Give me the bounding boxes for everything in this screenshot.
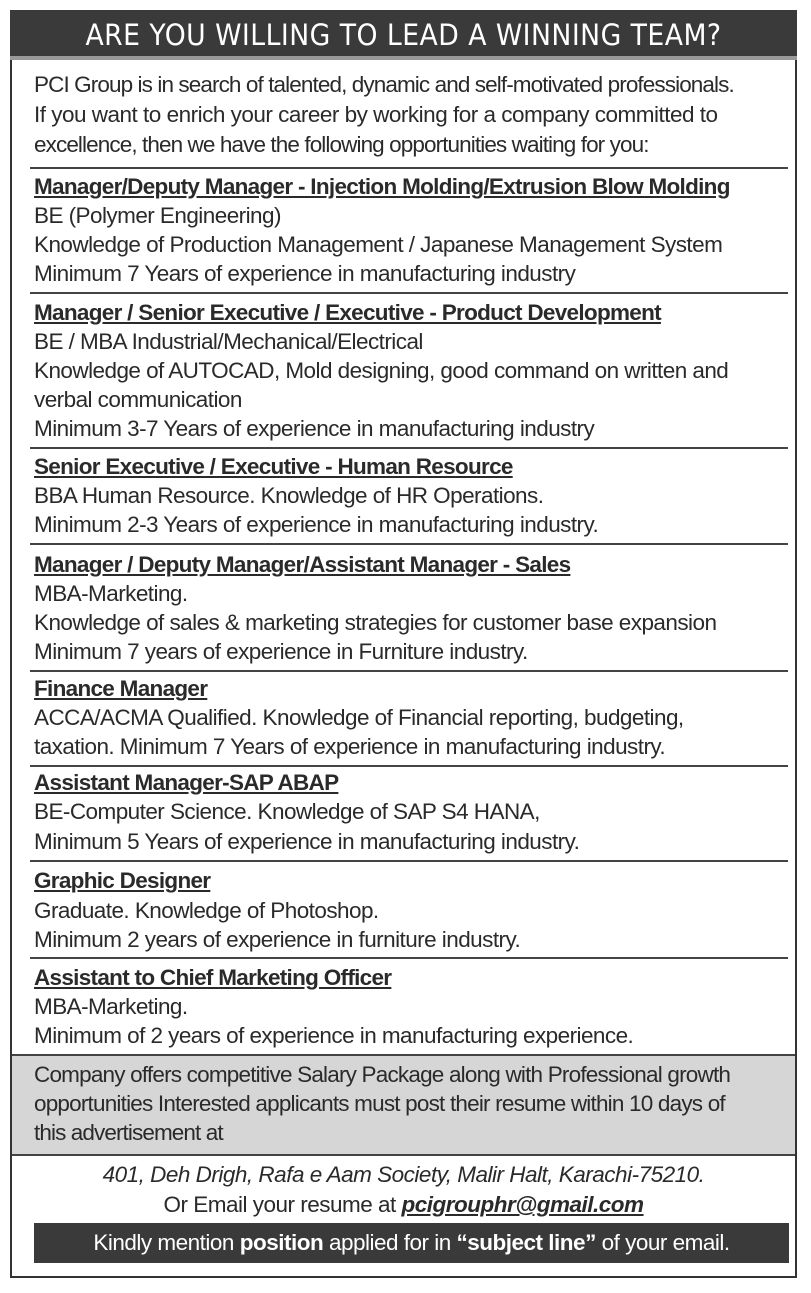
email-link[interactable]: pcigrouphr@gmail.com xyxy=(401,1192,644,1217)
notice-text: Kindly mention xyxy=(93,1230,240,1255)
position-detail: taxation. Minimum 7 Years of experience in manufacturing industry. xyxy=(34,734,666,759)
email-prefix: Or Email your resume at xyxy=(163,1192,402,1217)
divider xyxy=(30,167,788,169)
position-detail: MBA-Marketing. xyxy=(34,581,188,606)
position-title: Manager / Senior Executive / Executive - Product Development xyxy=(34,300,661,325)
position-detail: Minimum 2 years of experience in furniture industry. xyxy=(34,927,521,952)
position-detail: Graduate. Knowledge of Photoshop. xyxy=(34,898,379,923)
intro-line: excellence, then we have the following opportunities waiting for you: xyxy=(34,132,649,157)
divider xyxy=(30,957,788,959)
divider xyxy=(30,670,788,672)
position-title: Manager / Deputy Manager/Assistant Manager - Sales xyxy=(34,552,571,577)
email-line xyxy=(12,1190,795,1219)
subject-line-notice xyxy=(34,1223,789,1263)
notice-bold: position xyxy=(239,1230,324,1255)
address: 401, Deh Drigh, Rafa e Aam Society, Malir Halt, Karachi-75210. xyxy=(102,1162,705,1187)
notice-bold: “subject line” xyxy=(456,1230,596,1255)
intro-line: PCI Group is in search of talented, dynamic and self-motivated professionals. xyxy=(34,72,734,97)
position-title: Manager/Deputy Manager - Injection Molding/Extrusion Blow Molding xyxy=(34,174,730,199)
position-detail: Minimum 2-3 Years of experience in manufacturing industry. xyxy=(34,512,599,537)
position-detail: ACCA/ACMA Qualified. Knowledge of Financial reporting, budgeting, xyxy=(34,705,684,730)
position-detail: Minimum of 2 years of experience in manufacturing experience. xyxy=(34,1023,634,1048)
position-detail: Minimum 7 years of experience in Furniture industry. xyxy=(34,639,528,664)
position-detail: MBA-Marketing. xyxy=(34,994,188,1019)
position-detail: Minimum 3-7 Years of experience in manufacturing industry xyxy=(34,416,595,441)
position-detail: BE-Computer Science. Knowledge of SAP S4 HANA, xyxy=(34,799,540,824)
headline: ARE YOU WILLING TO LEAD A WINNING TEAM? xyxy=(85,18,722,52)
divider xyxy=(30,543,788,545)
position-detail: Knowledge of sales & marketing strategies for customer base expansion xyxy=(34,610,717,635)
position-detail: BE (Polymer Engineering) xyxy=(34,203,281,228)
position-title: Assistant Manager-SAP ABAP xyxy=(34,770,339,795)
intro-line: If you want to enrich your career by working for a company committed to xyxy=(34,102,718,127)
position-detail: Knowledge of AUTOCAD, Mold designing, good command on written and xyxy=(34,358,729,383)
headline-banner xyxy=(10,10,797,60)
notice-text: applied for in xyxy=(323,1230,457,1255)
position-detail: verbal communication xyxy=(34,387,242,412)
divider xyxy=(30,292,788,294)
offer-line: opportunities Interested applicants must post their resume within 10 days of xyxy=(34,1091,725,1116)
offer-line: Company offers competitive Salary Package along with Professional growth xyxy=(34,1062,731,1087)
notice-text: of your email. xyxy=(595,1230,730,1255)
position-detail: Knowledge of Production Management / Japanese Management System xyxy=(34,232,723,257)
divider xyxy=(30,765,788,767)
offer-line: this advertisement at xyxy=(34,1120,223,1145)
position-title: Graphic Designer xyxy=(34,868,211,893)
position-detail: Minimum 5 Years of experience in manufacturing industry. xyxy=(34,829,580,854)
divider xyxy=(30,860,788,862)
position-title: Assistant to Chief Marketing Officer xyxy=(34,965,392,990)
position-title: Senior Executive / Executive - Human Resource xyxy=(34,454,513,479)
position-title: Finance Manager xyxy=(34,676,208,701)
position-detail: BE / MBA Industrial/Mechanical/Electrical xyxy=(34,329,423,354)
position-detail: BBA Human Resource. Knowledge of HR Operations. xyxy=(34,483,544,508)
divider xyxy=(30,447,788,449)
position-detail: Minimum 7 Years of experience in manufacturing industry xyxy=(34,261,576,286)
